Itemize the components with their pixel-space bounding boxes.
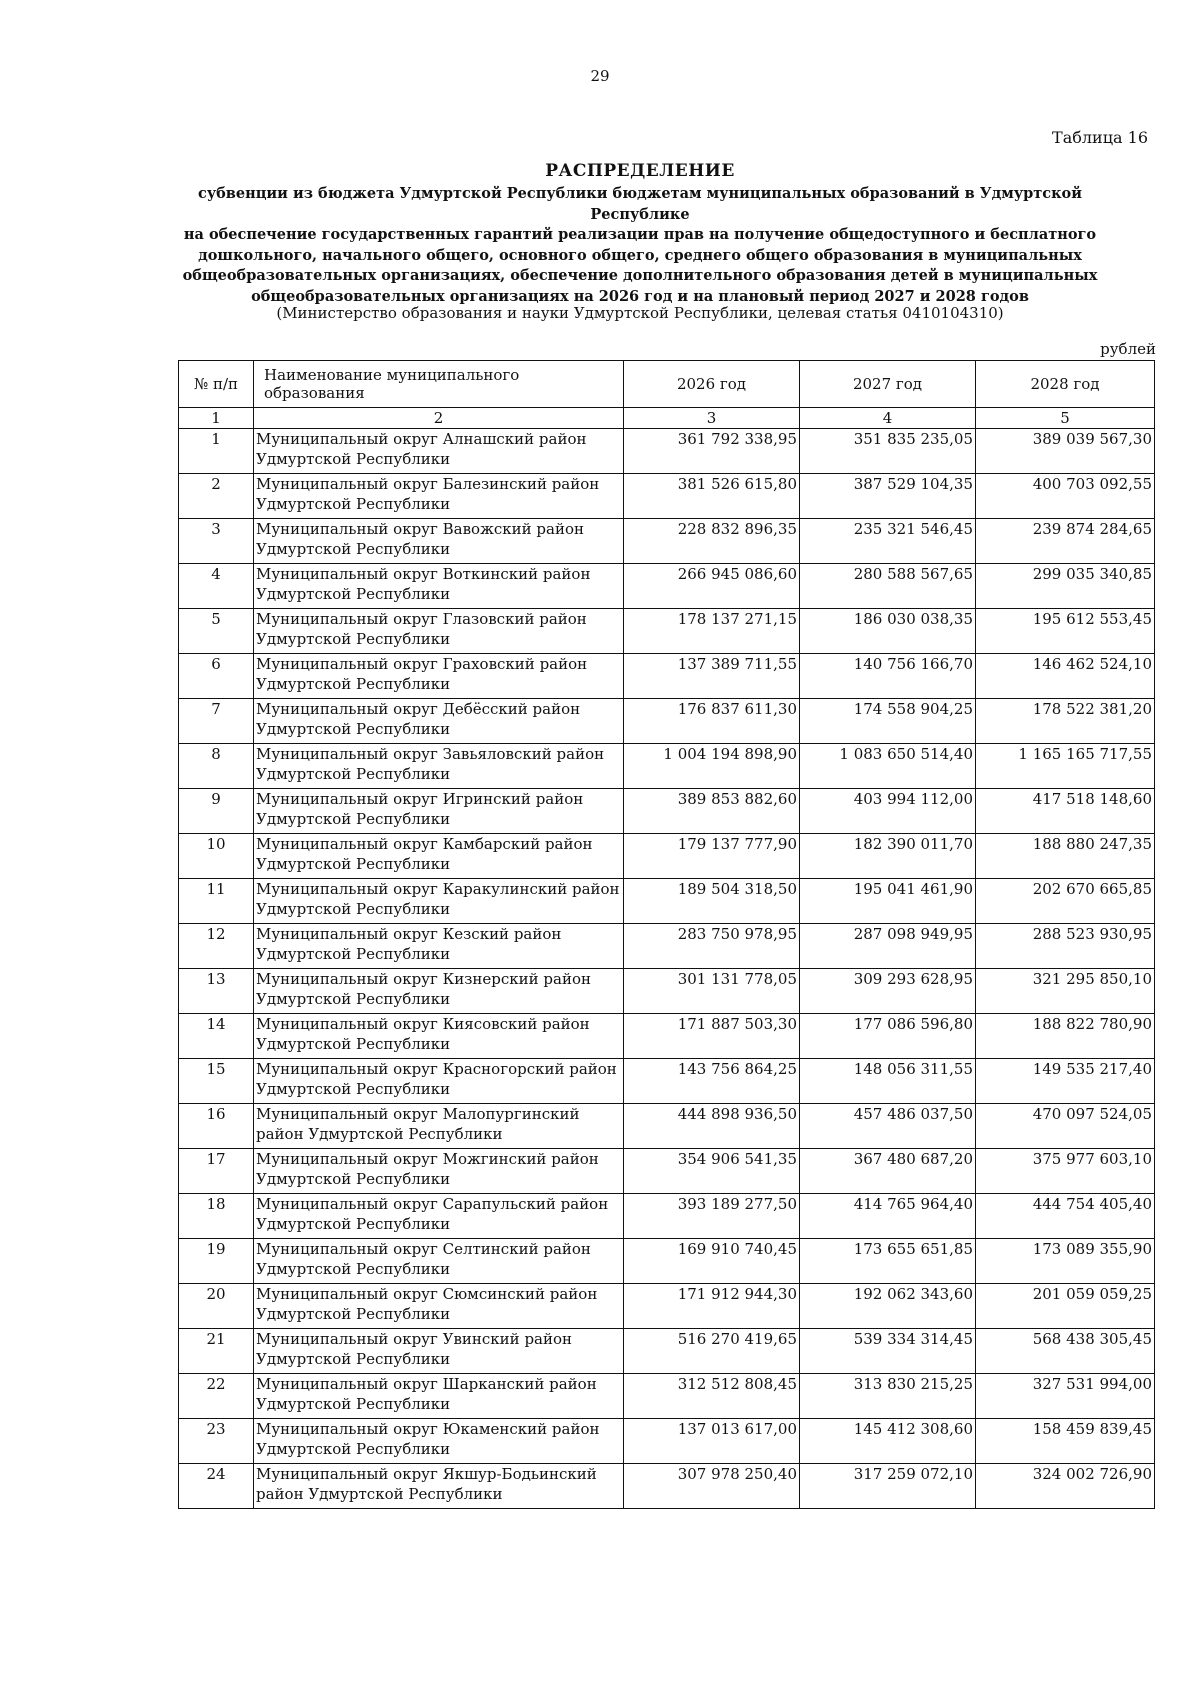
cell-value-2026: 1 004 194 898,90 xyxy=(624,744,800,789)
cell-municipality-name: Муниципальный округ Сюмсинский район Удмуртской Республики xyxy=(254,1284,624,1329)
cell-idx: 23 xyxy=(179,1419,254,1464)
subtitle-line: субвенции из бюджета Удмуртской Республики бюджетам муниципальных образований в Удмуртской Республике xyxy=(198,185,1082,223)
cell-idx: 11 xyxy=(179,879,254,924)
cell-idx: 7 xyxy=(179,699,254,744)
cell-idx: 21 xyxy=(179,1329,254,1374)
header-2026: 2026 год xyxy=(624,361,800,408)
cell-value-2026: 312 512 808,45 xyxy=(624,1374,800,1419)
cell-value-2026: 393 189 277,50 xyxy=(624,1194,800,1239)
subtitle-line: на обеспечение государственных гарантий реализации прав на получение общедоступного и бесплатного xyxy=(183,226,1097,243)
header-name: Наименование муниципального образования xyxy=(254,361,624,408)
cell-value-2028: 178 522 381,20 xyxy=(976,699,1155,744)
cell-value-2027: 182 390 011,70 xyxy=(800,834,976,879)
cell-value-2027: 145 412 308,60 xyxy=(800,1419,976,1464)
table-row xyxy=(179,609,1155,654)
cell-municipality-name: Муниципальный округ Увинский район Удмуртской Республики xyxy=(254,1329,624,1374)
column-number: 4 xyxy=(800,408,976,429)
table-row xyxy=(179,969,1155,1014)
cell-idx: 17 xyxy=(179,1149,254,1194)
document-heading xyxy=(150,160,1130,307)
cell-value-2026: 228 832 896,35 xyxy=(624,519,800,564)
unit-label: рублей xyxy=(1100,340,1156,358)
cell-value-2028: 202 670 665,85 xyxy=(976,879,1155,924)
table-row xyxy=(179,519,1155,564)
table-row xyxy=(179,1374,1155,1419)
table-row xyxy=(179,744,1155,789)
table-row xyxy=(179,474,1155,519)
cell-idx: 19 xyxy=(179,1239,254,1284)
table-header xyxy=(179,361,1155,408)
cell-value-2027: 387 529 104,35 xyxy=(800,474,976,519)
cell-municipality-name: Муниципальный округ Кизнерский район Удмуртской Республики xyxy=(254,969,624,1014)
cell-value-2027: 195 041 461,90 xyxy=(800,879,976,924)
cell-value-2028: 288 523 930,95 xyxy=(976,924,1155,969)
cell-idx: 5 xyxy=(179,609,254,654)
table-row xyxy=(179,834,1155,879)
cell-value-2026: 307 978 250,40 xyxy=(624,1464,800,1509)
cell-value-2026: 143 756 864,25 xyxy=(624,1059,800,1104)
table-row xyxy=(179,1149,1155,1194)
table-body xyxy=(179,429,1155,1509)
cell-idx: 16 xyxy=(179,1104,254,1149)
cell-municipality-name: Муниципальный округ Игринский район Удмуртской Республики xyxy=(254,789,624,834)
cell-value-2026: 301 131 778,05 xyxy=(624,969,800,1014)
cell-municipality-name: Муниципальный округ Селтинский район Удмуртской Республики xyxy=(254,1239,624,1284)
cell-value-2028: 321 295 850,10 xyxy=(976,969,1155,1014)
cell-municipality-name: Муниципальный округ Вавожский район Удмуртской Республики xyxy=(254,519,624,564)
cell-value-2027: 186 030 038,35 xyxy=(800,609,976,654)
cell-municipality-name: Муниципальный округ Балезинский район Удмуртской Республики xyxy=(254,474,624,519)
cell-value-2028: 188 822 780,90 xyxy=(976,1014,1155,1059)
cell-value-2026: 354 906 541,35 xyxy=(624,1149,800,1194)
cell-value-2028: 201 059 059,25 xyxy=(976,1284,1155,1329)
table-row xyxy=(179,924,1155,969)
table-row xyxy=(179,1329,1155,1374)
cell-value-2028: 389 039 567,30 xyxy=(976,429,1155,474)
cell-value-2027: 313 830 215,25 xyxy=(800,1374,976,1419)
cell-value-2028: 149 535 217,40 xyxy=(976,1059,1155,1104)
cell-value-2026: 176 837 611,30 xyxy=(624,699,800,744)
table-row xyxy=(179,1284,1155,1329)
cell-value-2028: 470 097 524,05 xyxy=(976,1104,1155,1149)
cell-value-2028: 158 459 839,45 xyxy=(976,1419,1155,1464)
cell-value-2027: 414 765 964,40 xyxy=(800,1194,976,1239)
cell-value-2026: 178 137 271,15 xyxy=(624,609,800,654)
header-2028: 2028 год xyxy=(976,361,1155,408)
subsidy-table xyxy=(178,360,1155,1509)
cell-value-2026: 171 912 944,30 xyxy=(624,1284,800,1329)
cell-value-2027: 140 756 166,70 xyxy=(800,654,976,699)
cell-municipality-name: Муниципальный округ Шарканский район Удмуртской Республики xyxy=(254,1374,624,1419)
cell-value-2027: 287 098 949,95 xyxy=(800,924,976,969)
document-subtitle xyxy=(150,184,1130,307)
ministry-note: (Министерство образования и науки Удмуртской Республики, целевая статья 0410104310) xyxy=(276,304,1004,322)
column-number: 1 xyxy=(179,408,254,429)
cell-municipality-name: Муниципальный округ Малопургинский район Удмуртской Республики xyxy=(254,1104,624,1149)
cell-municipality-name: Муниципальный округ Камбарский район Удмуртской Республики xyxy=(254,834,624,879)
cell-value-2028: 173 089 355,90 xyxy=(976,1239,1155,1284)
cell-municipality-name: Муниципальный округ Красногорский район Удмуртской Республики xyxy=(254,1059,624,1104)
cell-value-2027: 539 334 314,45 xyxy=(800,1329,976,1374)
cell-municipality-name: Муниципальный округ Кезский район Удмуртской Республики xyxy=(254,924,624,969)
cell-value-2028: 299 035 340,85 xyxy=(976,564,1155,609)
column-number: 3 xyxy=(624,408,800,429)
column-number-row xyxy=(179,408,1155,429)
cell-municipality-name: Муниципальный округ Завьяловский район Удмуртской Республики xyxy=(254,744,624,789)
table-row xyxy=(179,1014,1155,1059)
table-row xyxy=(179,1059,1155,1104)
cell-value-2026: 516 270 419,65 xyxy=(624,1329,800,1374)
cell-value-2026: 283 750 978,95 xyxy=(624,924,800,969)
cell-idx: 1 xyxy=(179,429,254,474)
cell-value-2026: 444 898 936,50 xyxy=(624,1104,800,1149)
cell-value-2026: 179 137 777,90 xyxy=(624,834,800,879)
cell-value-2028: 400 703 092,55 xyxy=(976,474,1155,519)
table-row xyxy=(179,1419,1155,1464)
cell-idx: 24 xyxy=(179,1464,254,1509)
table-label: Таблица 16 xyxy=(1052,128,1148,147)
cell-idx: 15 xyxy=(179,1059,254,1104)
cell-value-2028: 417 518 148,60 xyxy=(976,789,1155,834)
cell-value-2028: 188 880 247,35 xyxy=(976,834,1155,879)
column-number: 2 xyxy=(254,408,624,429)
cell-idx: 8 xyxy=(179,744,254,789)
cell-value-2026: 137 389 711,55 xyxy=(624,654,800,699)
cell-idx: 4 xyxy=(179,564,254,609)
subtitle-line: общеобразовательных организациях, обеспечение дополнительного образования детей в муниципальных xyxy=(182,267,1098,284)
cell-value-2027: 174 558 904,25 xyxy=(800,699,976,744)
table-row xyxy=(179,429,1155,474)
cell-municipality-name: Муниципальный округ Дебёсский район Удмуртской Республики xyxy=(254,699,624,744)
subtitle-line: общеобразовательных организациях на 2026 год и на плановый период 2027 и 2028 годов xyxy=(251,287,1029,305)
cell-municipality-name: Муниципальный округ Воткинский район Удмуртской Республики xyxy=(254,564,624,609)
table-row xyxy=(179,789,1155,834)
table-row xyxy=(179,1104,1155,1149)
cell-value-2027: 403 994 112,00 xyxy=(800,789,976,834)
cell-idx: 10 xyxy=(179,834,254,879)
cell-municipality-name: Муниципальный округ Каракулинский район Удмуртской Республики xyxy=(254,879,624,924)
cell-value-2028: 568 438 305,45 xyxy=(976,1329,1155,1374)
cell-idx: 20 xyxy=(179,1284,254,1329)
cell-value-2026: 389 853 882,60 xyxy=(624,789,800,834)
cell-value-2028: 327 531 994,00 xyxy=(976,1374,1155,1419)
cell-idx: 12 xyxy=(179,924,254,969)
table-row xyxy=(179,564,1155,609)
cell-value-2028: 239 874 284,65 xyxy=(976,519,1155,564)
cell-municipality-name: Муниципальный округ Юкаменский район Удмуртской Республики xyxy=(254,1419,624,1464)
cell-value-2028: 1 165 165 717,55 xyxy=(976,744,1155,789)
cell-value-2026: 381 526 615,80 xyxy=(624,474,800,519)
cell-value-2028: 375 977 603,10 xyxy=(976,1149,1155,1194)
cell-value-2026: 137 013 617,00 xyxy=(624,1419,800,1464)
cell-value-2027: 177 086 596,80 xyxy=(800,1014,976,1059)
cell-value-2027: 309 293 628,95 xyxy=(800,969,976,1014)
cell-idx: 3 xyxy=(179,519,254,564)
cell-value-2027: 280 588 567,65 xyxy=(800,564,976,609)
cell-value-2027: 173 655 651,85 xyxy=(800,1239,976,1284)
cell-idx: 6 xyxy=(179,654,254,699)
table-row xyxy=(179,1239,1155,1284)
header-2027: 2027 год xyxy=(800,361,976,408)
cell-value-2026: 189 504 318,50 xyxy=(624,879,800,924)
table-row xyxy=(179,654,1155,699)
cell-municipality-name: Муниципальный округ Глазовский район Удмуртской Республики xyxy=(254,609,624,654)
table-row xyxy=(179,879,1155,924)
cell-municipality-name: Муниципальный округ Алнашский район Удмуртской Республики xyxy=(254,429,624,474)
column-number: 5 xyxy=(976,408,1155,429)
cell-idx: 9 xyxy=(179,789,254,834)
cell-value-2027: 192 062 343,60 xyxy=(800,1284,976,1329)
cell-idx: 2 xyxy=(179,474,254,519)
cell-value-2028: 195 612 553,45 xyxy=(976,609,1155,654)
cell-idx: 22 xyxy=(179,1374,254,1419)
document-title: РАСПРЕДЕЛЕНИЕ xyxy=(545,161,735,181)
table-row xyxy=(179,1194,1155,1239)
cell-value-2028: 444 754 405,40 xyxy=(976,1194,1155,1239)
cell-value-2028: 146 462 524,10 xyxy=(976,654,1155,699)
cell-value-2027: 367 480 687,20 xyxy=(800,1149,976,1194)
table-row xyxy=(179,699,1155,744)
header-idx: № п/п xyxy=(179,361,254,408)
cell-municipality-name: Муниципальный округ Киясовский район Удмуртской Республики xyxy=(254,1014,624,1059)
cell-value-2027: 317 259 072,10 xyxy=(800,1464,976,1509)
page-number: 29 xyxy=(590,67,610,85)
cell-value-2027: 1 083 650 514,40 xyxy=(800,744,976,789)
cell-municipality-name: Муниципальный округ Якшур-Бодьинский район Удмуртской Республики xyxy=(254,1464,624,1509)
cell-value-2027: 148 056 311,55 xyxy=(800,1059,976,1104)
subtitle-line: дошкольного, начального общего, основного общего, среднего общего образования в муниципальных xyxy=(198,246,1082,264)
cell-municipality-name: Муниципальный округ Граховский район Удмуртской Республики xyxy=(254,654,624,699)
cell-municipality-name: Муниципальный округ Сарапульский район Удмуртской Республики xyxy=(254,1194,624,1239)
cell-value-2026: 169 910 740,45 xyxy=(624,1239,800,1284)
cell-idx: 14 xyxy=(179,1014,254,1059)
cell-value-2026: 361 792 338,95 xyxy=(624,429,800,474)
cell-municipality-name: Муниципальный округ Можгинский район Удмуртской Республики xyxy=(254,1149,624,1194)
cell-value-2026: 171 887 503,30 xyxy=(624,1014,800,1059)
cell-value-2026: 266 945 086,60 xyxy=(624,564,800,609)
cell-value-2027: 351 835 235,05 xyxy=(800,429,976,474)
cell-value-2028: 324 002 726,90 xyxy=(976,1464,1155,1509)
cell-idx: 13 xyxy=(179,969,254,1014)
cell-value-2027: 457 486 037,50 xyxy=(800,1104,976,1149)
cell-idx: 18 xyxy=(179,1194,254,1239)
cell-value-2027: 235 321 546,45 xyxy=(800,519,976,564)
table-row xyxy=(179,1464,1155,1509)
